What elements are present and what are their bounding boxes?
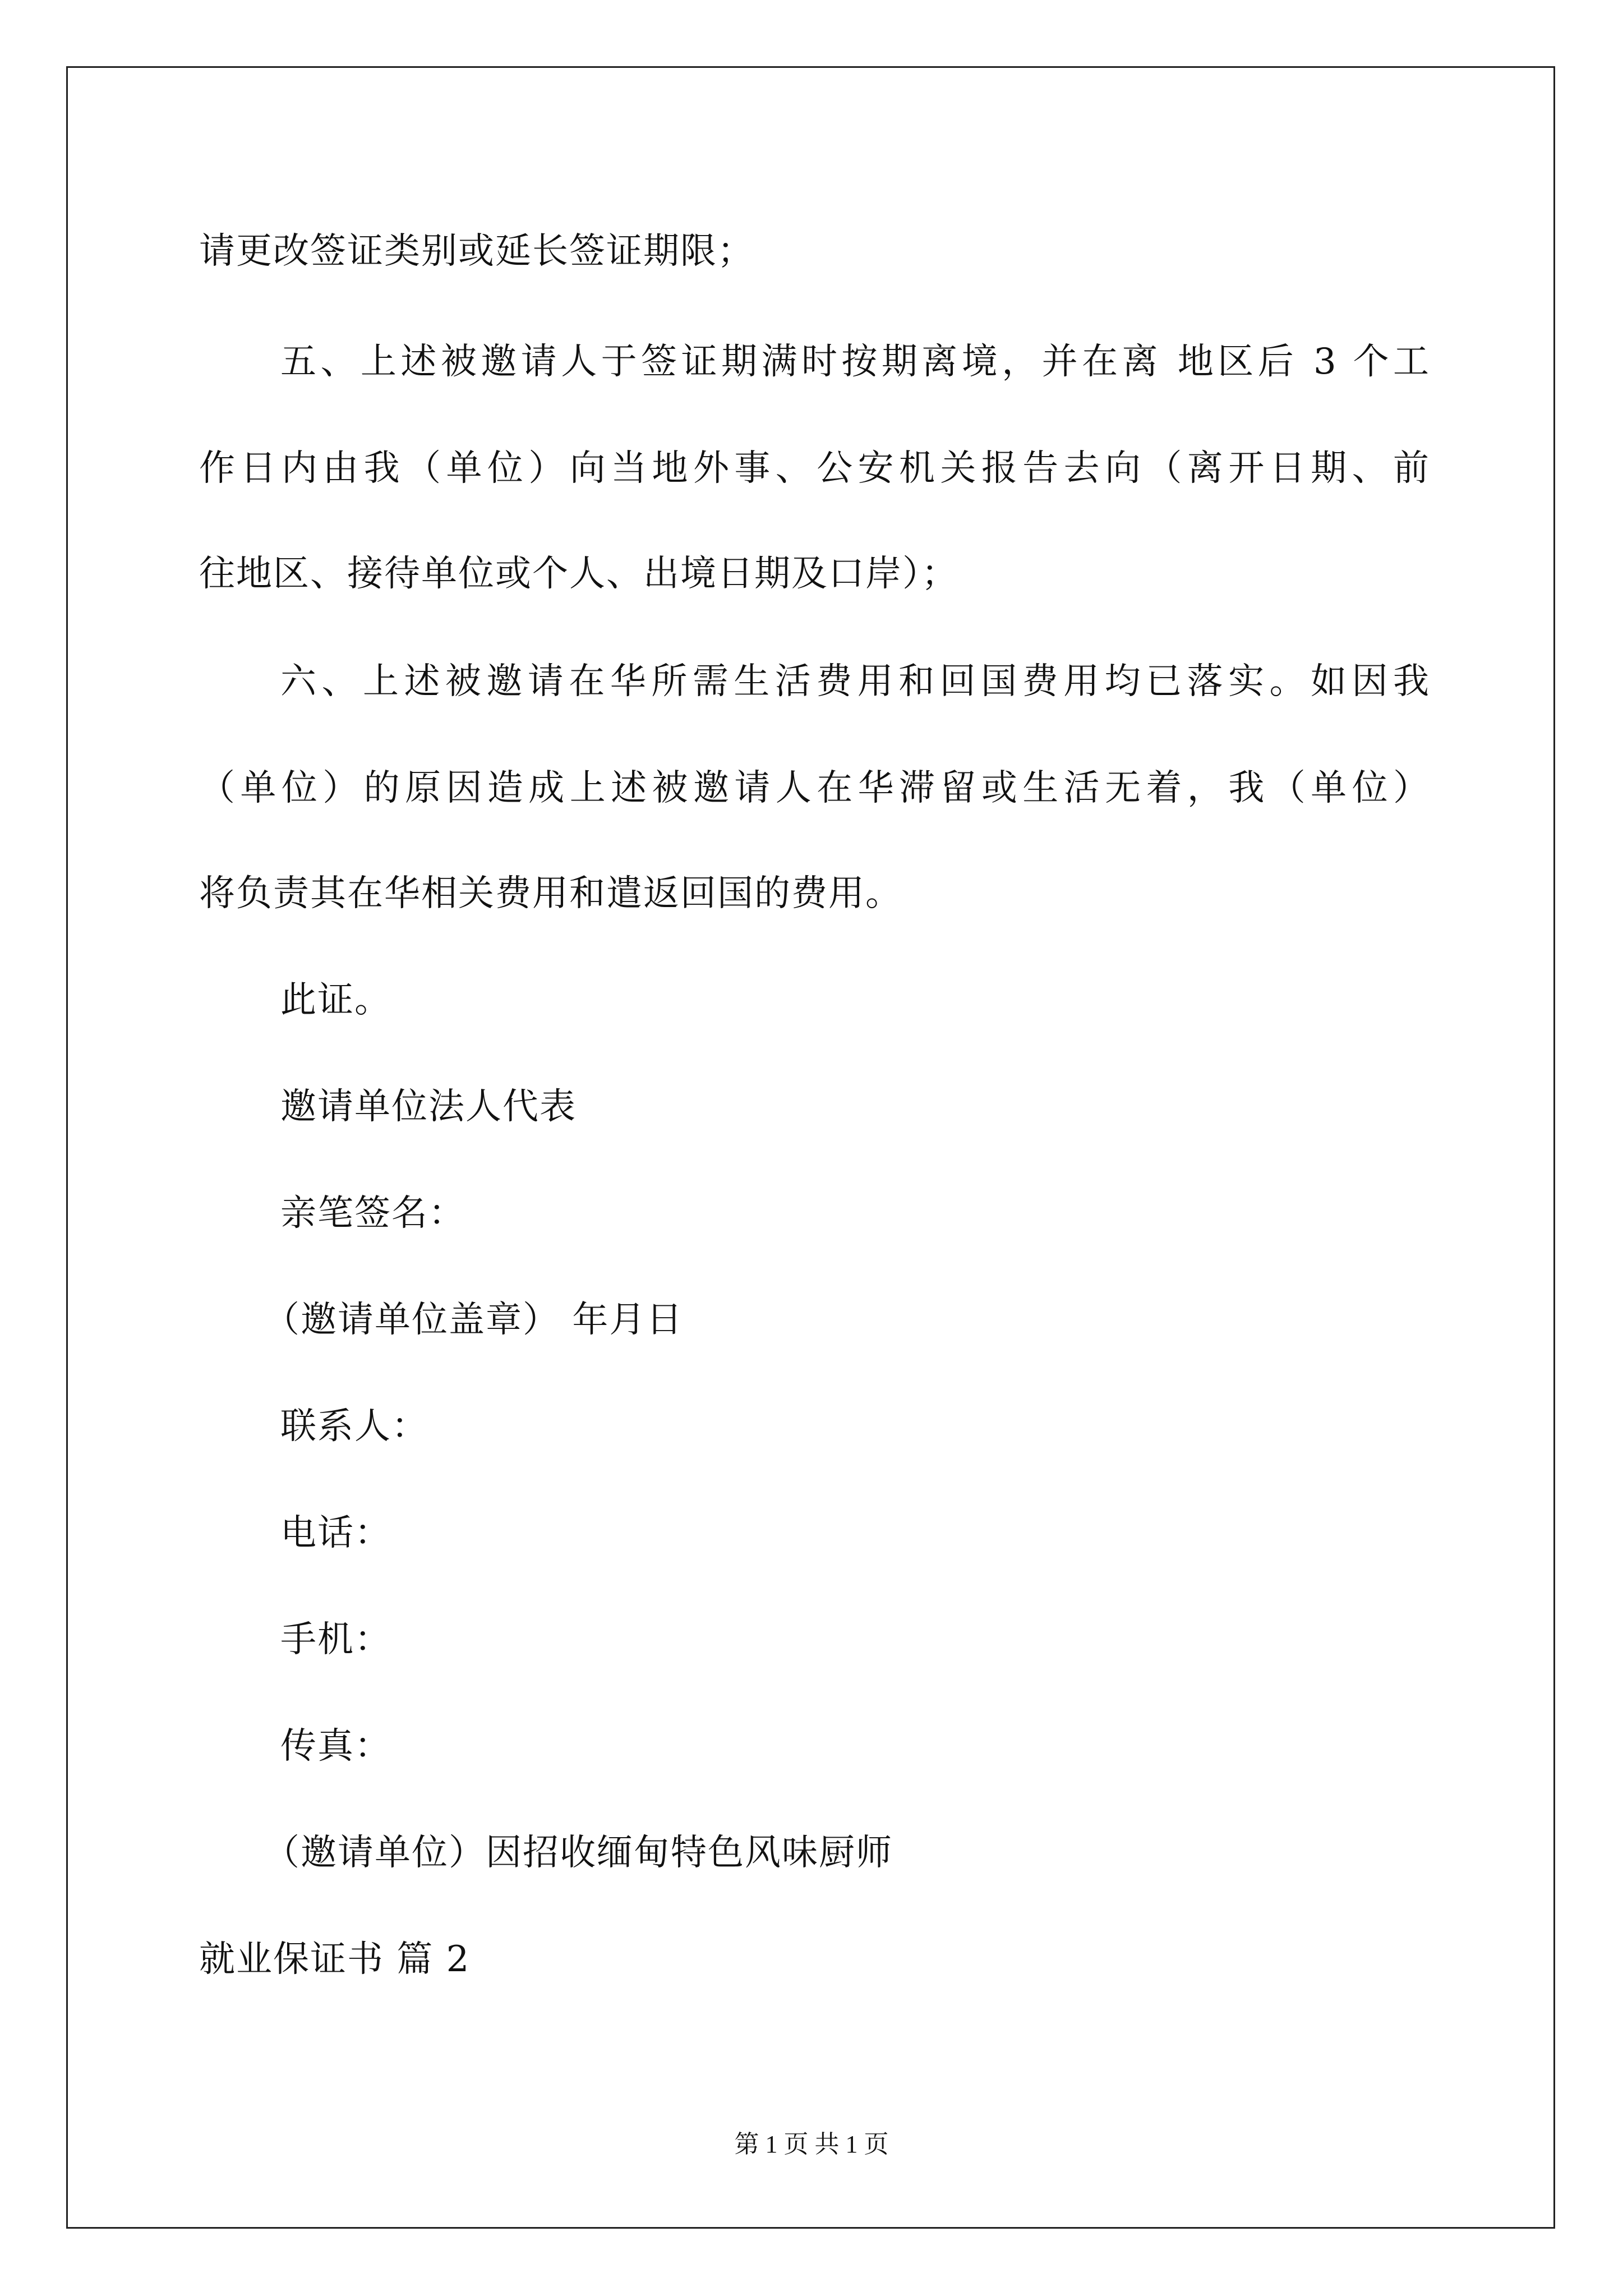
text-line: 六、上述被邀请在华所需生活费用和回国费用均已落实。如因我: [280, 661, 1430, 702]
text-line: 作日内由我（单位）向当地外事、公安机关报告去向（离开日期、前: [199, 448, 1430, 489]
text-line: 手机：: [280, 1619, 391, 1660]
text-line: 请更改签证类别或延长签证期限；: [199, 231, 754, 272]
text-line: 将负责其在华相关费用和遣返回国的费用。: [199, 873, 902, 914]
text-line: （邀请单位）因招收缅甸特色风味厨师: [264, 1832, 893, 1874]
text-line: 邀请单位法人代表: [280, 1086, 577, 1128]
text-line: 往地区、接待单位或个人、出境日期及口岸）；: [199, 553, 958, 595]
section-heading: 就业保证书 篇 2: [199, 1939, 471, 1980]
text-line: 传真：: [280, 1726, 391, 1767]
text-line: 联系人：: [280, 1406, 428, 1447]
page-footer: 第 1 页 共 1 页: [734, 2131, 889, 2158]
text-line: 五、上述被邀请人于签证期满时按期离境，并在离 地区后 3 个工: [280, 341, 1430, 383]
text-line: （邀请单位盖章） 年月日: [264, 1299, 684, 1341]
text-line: 亲笔签名：: [280, 1193, 465, 1234]
text-line: （单位）的原因造成上述被邀请人在华滞留或生活无着，我（单位）: [199, 767, 1430, 809]
page-border: [66, 66, 1555, 2229]
text-line: 此证。: [280, 979, 391, 1021]
text-line: 电话：: [280, 1512, 391, 1554]
